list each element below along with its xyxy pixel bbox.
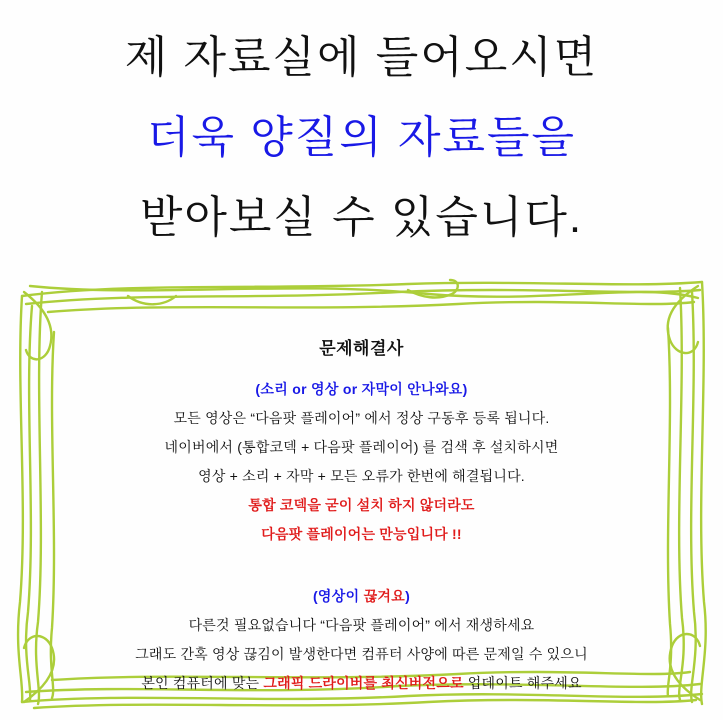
section1-red-line-2: 다음팟 플레이어는 만능입니다 !! — [261, 526, 462, 542]
headline-line-2: 더욱 양질의 자료들을 — [147, 113, 576, 162]
notice-body — [8, 272, 715, 710]
last-line-post: 업데이트 해주세요 — [467, 675, 582, 691]
section2-heading-highlight: 끊겨요 — [363, 588, 406, 604]
headline-line-1: 제 자료실에 들어오시면 — [124, 33, 599, 82]
section-spacer — [8, 544, 715, 566]
section1-red-line-1: 통합 코덱을 굳이 설치 하지 않더라도 — [248, 497, 475, 513]
section1-heading: (소리 or 영상 or 자막이 안나와요) — [255, 381, 468, 397]
section2-line-1: 다른것 필요없습니다 “다음팟 플레이어” 에서 재생하세요 — [188, 617, 535, 633]
section1-line-1: 모든 영상은 “다음팟 플레이어” 에서 정상 구동후 등록 됩니다. — [173, 410, 550, 426]
section2-heading-post: ) — [405, 588, 411, 604]
notice-frame — [8, 272, 715, 710]
headline-block — [0, 18, 723, 258]
section2-heading-pre: (영상이 — [312, 588, 364, 604]
section2-last-line — [8, 673, 715, 693]
section2-heading — [8, 586, 715, 606]
headline-line-3: 받아보실 수 있습니다. — [139, 193, 584, 242]
last-line-pre: 본인 컴퓨터에 맞는 — [141, 675, 264, 691]
section2-line-2: 그래도 간혹 영상 끊김이 발생한다면 컴퓨터 사양에 따른 문제일 수 있으니 — [135, 646, 588, 662]
last-line-mid: 으로 — [436, 675, 468, 691]
last-line-highlight: 그래픽 드라이버를 최신버전 — [263, 675, 437, 691]
section1-line-3: 영상 + 소리 + 자막 + 모든 오류가 한번에 해결됩니다. — [198, 468, 525, 484]
notice-title: 문제해결사 — [319, 339, 404, 358]
section1-line-2: 네이버에서 (통합코덱 + 다음팟 플레이어) 를 검색 후 설치하시면 — [164, 439, 559, 455]
